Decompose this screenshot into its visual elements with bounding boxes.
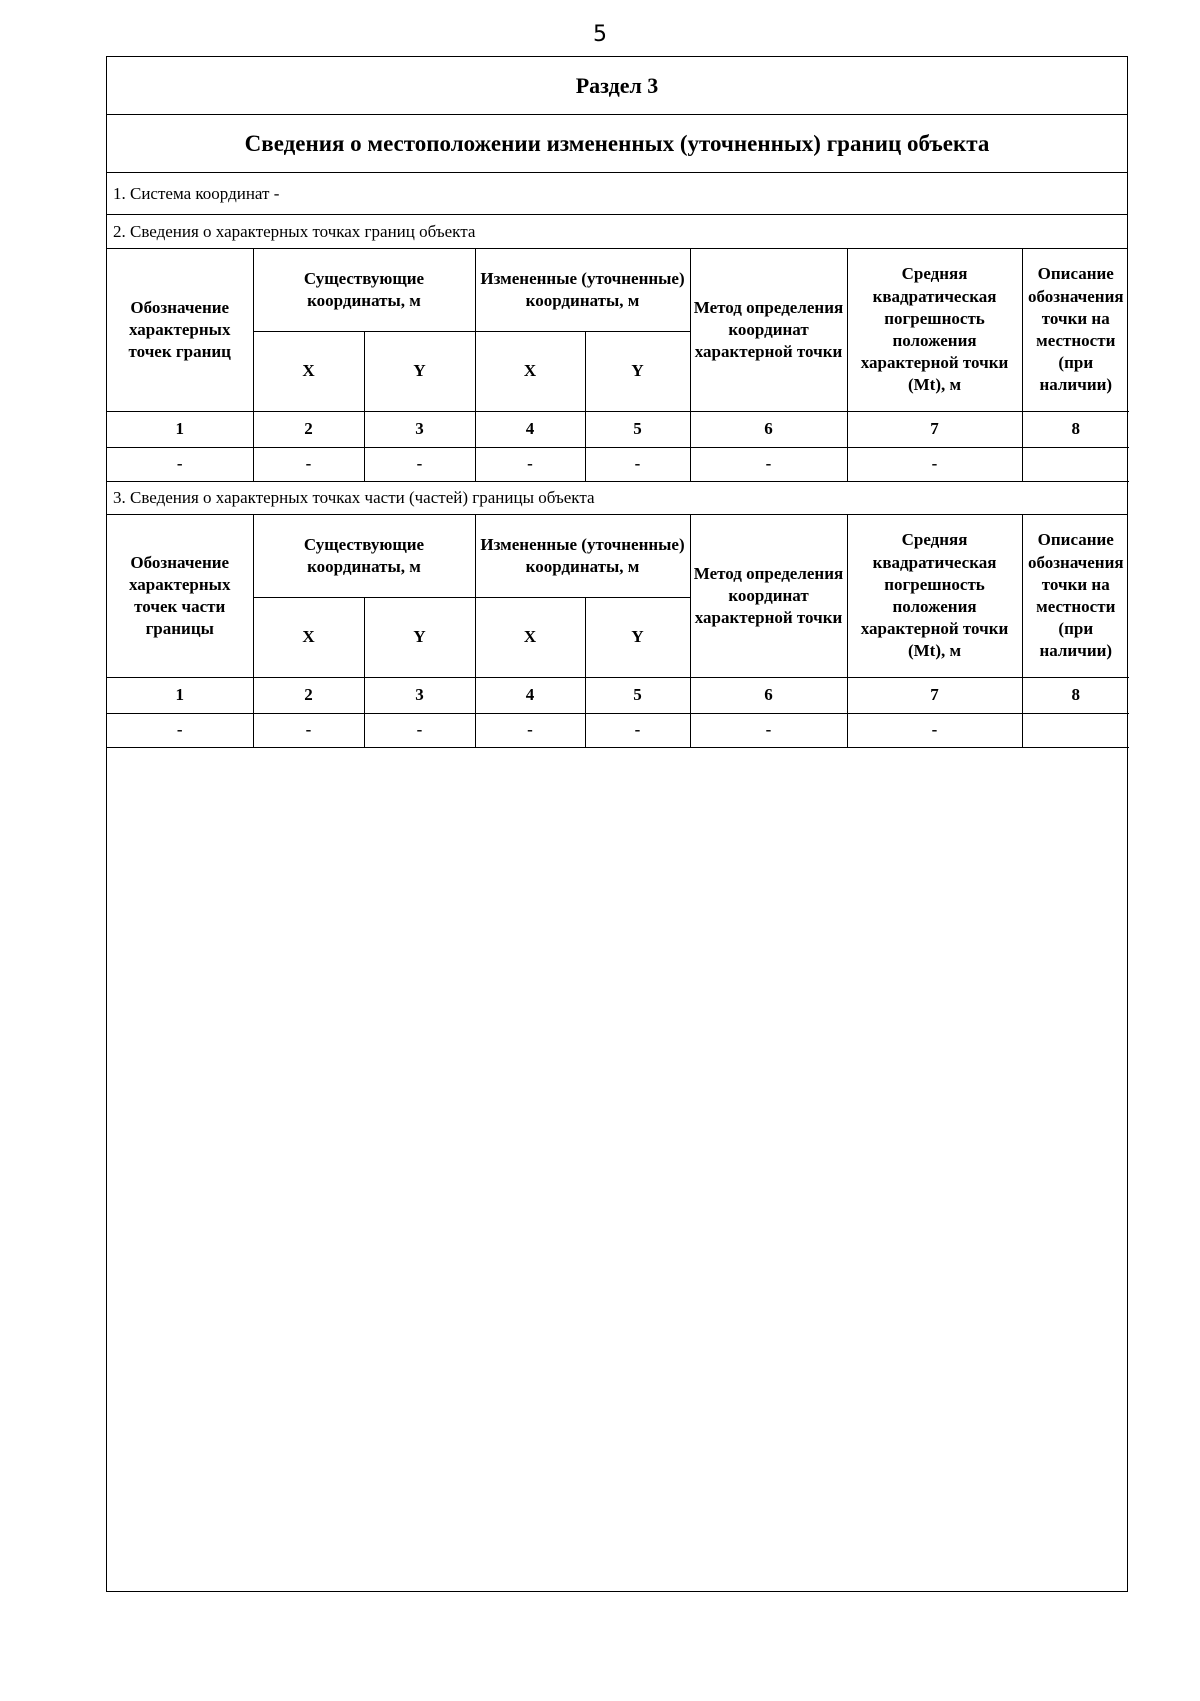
table-cell: -	[364, 447, 475, 481]
part-boundary-points-heading	[107, 481, 1127, 515]
changed-y-header: Y	[585, 597, 690, 677]
boundary-points-table	[107, 249, 1129, 482]
column-number: 8	[1022, 677, 1129, 713]
document-frame	[106, 56, 1128, 1592]
table-cell: -	[585, 713, 690, 747]
coordinate-system-text: 1. Система координат -	[113, 183, 280, 203]
table-cell: -	[107, 447, 253, 481]
changed-y-header: Y	[585, 331, 690, 411]
existing-y-header: Y	[364, 331, 475, 411]
table-row	[107, 713, 1129, 747]
column-number: 1	[107, 411, 253, 447]
table-cell: -	[847, 447, 1022, 481]
part-boundary-points-heading-text: 3. Сведения о характерных точках части (частей) границы объекта	[113, 487, 595, 507]
column-number: 7	[847, 411, 1022, 447]
table-cell: -	[107, 713, 253, 747]
column-number: 4	[475, 677, 585, 713]
column-number: 3	[364, 411, 475, 447]
column-number: 5	[585, 411, 690, 447]
section-title: Раздел 3	[107, 57, 1127, 115]
existing-y-header: Y	[364, 597, 475, 677]
column-number: 1	[107, 677, 253, 713]
col-changed-coords-header: Измененные (уточненные) координаты, м	[475, 249, 690, 331]
column-number: 7	[847, 677, 1022, 713]
column-number: 2	[253, 411, 364, 447]
coordinate-system-line	[107, 173, 1127, 215]
col-method-header: Метод определения координат характерной точки	[690, 249, 847, 411]
col-error-header: Средняя квадратическая погрешность положения характерной точки (Mt), м	[847, 249, 1022, 411]
col-point-designation-header: Обозначение характерных точек части границы	[107, 515, 253, 677]
main-title: Сведения о местоположении измененных (уточненных) границ объекта	[107, 115, 1127, 173]
existing-x-header: X	[253, 331, 364, 411]
table-cell: -	[475, 447, 585, 481]
column-number: 5	[585, 677, 690, 713]
table-row	[107, 447, 1129, 481]
col-existing-coords-header: Существующие координаты, м	[253, 249, 475, 331]
changed-x-header: X	[475, 331, 585, 411]
col-description-header: Описание обозначения точки на местности (при наличии)	[1022, 515, 1129, 677]
column-number: 8	[1022, 411, 1129, 447]
table-cell	[1022, 447, 1129, 481]
table-cell: -	[253, 713, 364, 747]
page-number: 5	[593, 22, 607, 47]
table-cell: -	[364, 713, 475, 747]
col-error-header: Средняя квадратическая погрешность положения характерной точки (Mt), м	[847, 515, 1022, 677]
column-number-row	[107, 411, 1129, 447]
part-boundary-points-table	[107, 515, 1129, 748]
table-cell: -	[847, 713, 1022, 747]
col-description-header: Описание обозначения точки на местности (при наличии)	[1022, 249, 1129, 411]
col-changed-coords-header: Измененные (уточненные) координаты, м	[475, 515, 690, 597]
existing-x-header: X	[253, 597, 364, 677]
column-number: 6	[690, 677, 847, 713]
column-number: 6	[690, 411, 847, 447]
column-number: 2	[253, 677, 364, 713]
table-cell	[1022, 713, 1129, 747]
table-cell: -	[475, 713, 585, 747]
boundary-points-heading-text: 2. Сведения о характерных точках границ объекта	[113, 221, 476, 241]
col-point-designation-header: Обозначение характерных точек границ	[107, 249, 253, 411]
table-cell: -	[585, 447, 690, 481]
changed-x-header: X	[475, 597, 585, 677]
table-cell: -	[253, 447, 364, 481]
col-existing-coords-header: Существующие координаты, м	[253, 515, 475, 597]
boundary-points-heading	[107, 215, 1127, 249]
table-cell: -	[690, 713, 847, 747]
column-number-row	[107, 677, 1129, 713]
column-number: 3	[364, 677, 475, 713]
column-number: 4	[475, 411, 585, 447]
col-method-header: Метод определения координат характерной точки	[690, 515, 847, 677]
table-cell: -	[690, 447, 847, 481]
